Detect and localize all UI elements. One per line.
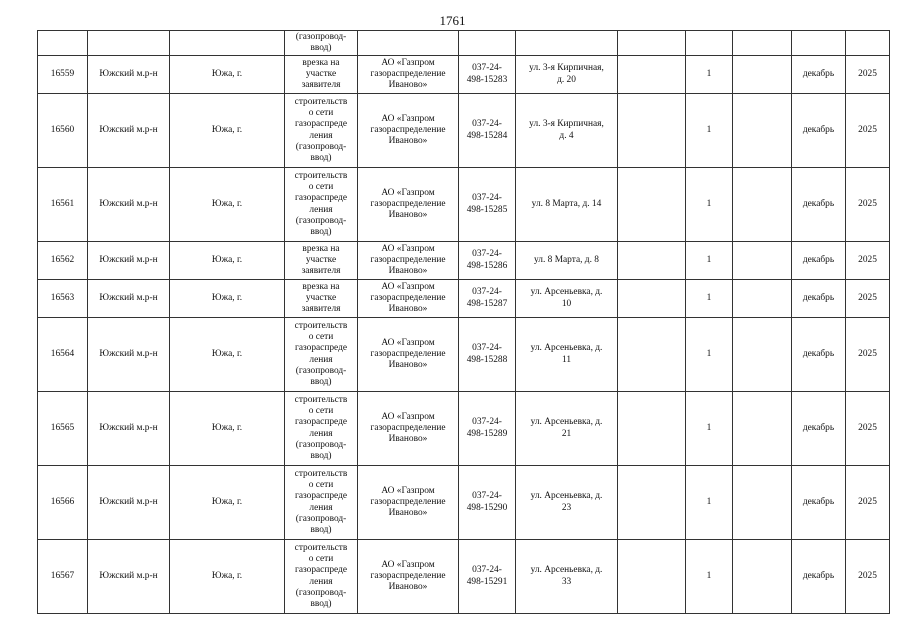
cell-code: 037-24- 498-15290 bbox=[459, 466, 516, 540]
cell-empty-a bbox=[618, 31, 686, 56]
cell-owner: АО «Газпром газораспределение Иваново» bbox=[358, 56, 459, 94]
cell-id: 16565 bbox=[38, 392, 88, 466]
cell-district: Южский м.р-н bbox=[88, 280, 170, 318]
cell-address: ул. 8 Марта, д. 14 bbox=[516, 168, 618, 242]
cell-code: 037-24- 498-15288 bbox=[459, 318, 516, 392]
cell-address: ул. Арсеньевка, д. 23 bbox=[516, 466, 618, 540]
cell-code: 037-24- 498-15291 bbox=[459, 540, 516, 614]
cell-id bbox=[38, 31, 88, 56]
cell-year bbox=[846, 31, 890, 56]
cell-owner bbox=[358, 31, 459, 56]
table-row bbox=[38, 540, 890, 614]
cell-empty-a bbox=[618, 280, 686, 318]
cell-owner: АО «Газпром газораспределение Иваново» bbox=[358, 94, 459, 168]
cell-code: 037-24- 498-15287 bbox=[459, 280, 516, 318]
cell-district: Южский м.р-н bbox=[88, 56, 170, 94]
cell-city: Южа, г. bbox=[170, 392, 285, 466]
cell-year: 2025 bbox=[846, 540, 890, 614]
cell-owner: АО «Газпром газораспределение Иваново» bbox=[358, 540, 459, 614]
cell-count bbox=[686, 31, 733, 56]
cell-city: Южа, г. bbox=[170, 168, 285, 242]
cell-address: ул. Арсеньевка, д. 33 bbox=[516, 540, 618, 614]
cell-count: 1 bbox=[686, 318, 733, 392]
cell-id: 16564 bbox=[38, 318, 88, 392]
cell-empty-b bbox=[733, 280, 792, 318]
cell-year: 2025 bbox=[846, 242, 890, 280]
cell-count: 1 bbox=[686, 540, 733, 614]
cell-count: 1 bbox=[686, 466, 733, 540]
cell-district: Южский м.р-н bbox=[88, 318, 170, 392]
table-row bbox=[38, 318, 890, 392]
cell-work-type: строительств о сети газораспреде ления (газопровод- ввод) bbox=[285, 168, 358, 242]
cell-address: ул. 3-я Кирпичная, д. 20 bbox=[516, 56, 618, 94]
cell-id: 16562 bbox=[38, 242, 88, 280]
table-row bbox=[38, 168, 890, 242]
cell-owner: АО «Газпром газораспределение Иваново» bbox=[358, 168, 459, 242]
cell-month: декабрь bbox=[792, 392, 846, 466]
cell-district: Южский м.р-н bbox=[88, 168, 170, 242]
cell-empty-a bbox=[618, 94, 686, 168]
cell-code: 037-24- 498-15283 bbox=[459, 56, 516, 94]
cell-district: Южский м.р-н bbox=[88, 242, 170, 280]
table-row bbox=[38, 466, 890, 540]
cell-empty-b bbox=[733, 466, 792, 540]
table-row bbox=[38, 242, 890, 280]
cell-month: декабрь bbox=[792, 242, 846, 280]
cell-owner: АО «Газпром газораспределение Иваново» bbox=[358, 318, 459, 392]
cell-count: 1 bbox=[686, 168, 733, 242]
cell-city bbox=[170, 31, 285, 56]
cell-owner: АО «Газпром газораспределение Иваново» bbox=[358, 242, 459, 280]
table-row bbox=[38, 94, 890, 168]
cell-year: 2025 bbox=[846, 56, 890, 94]
cell-address: ул. Арсеньевка, д. 21 bbox=[516, 392, 618, 466]
cell-id: 16567 bbox=[38, 540, 88, 614]
cell-empty-b bbox=[733, 168, 792, 242]
cell-empty-b bbox=[733, 318, 792, 392]
cell-month: декабрь bbox=[792, 56, 846, 94]
cell-id: 16563 bbox=[38, 280, 88, 318]
cell-work-type: строительств о сети газораспреде ления (газопровод- ввод) bbox=[285, 318, 358, 392]
cell-district: Южский м.р-н bbox=[88, 466, 170, 540]
cell-empty-b bbox=[733, 31, 792, 56]
cell-code: 037-24- 498-15289 bbox=[459, 392, 516, 466]
cell-count: 1 bbox=[686, 280, 733, 318]
cell-code: 037-24- 498-15285 bbox=[459, 168, 516, 242]
cell-address bbox=[516, 31, 618, 56]
cell-id: 16566 bbox=[38, 466, 88, 540]
cell-district bbox=[88, 31, 170, 56]
page-number: 1761 bbox=[439, 13, 466, 28]
cell-empty-a bbox=[618, 318, 686, 392]
cell-empty-b bbox=[733, 94, 792, 168]
cell-city: Южа, г. bbox=[170, 280, 285, 318]
cell-month: декабрь bbox=[792, 540, 846, 614]
table-body bbox=[38, 31, 890, 614]
cell-empty-a bbox=[618, 242, 686, 280]
cell-owner: АО «Газпром газораспределение Иваново» bbox=[358, 392, 459, 466]
cell-owner: АО «Газпром газораспределение Иваново» bbox=[358, 466, 459, 540]
cell-address: ул. 3-я Кирпичная, д. 4 bbox=[516, 94, 618, 168]
cell-work-type: врезка на участке заявителя bbox=[285, 242, 358, 280]
cell-district: Южский м.р-н bbox=[88, 94, 170, 168]
cell-count: 1 bbox=[686, 242, 733, 280]
cell-work-type: врезка на участке заявителя bbox=[285, 56, 358, 94]
cell-work-type: врезка на участке заявителя bbox=[285, 280, 358, 318]
cell-address: ул. 8 Марта, д. 8 bbox=[516, 242, 618, 280]
cell-city: Южа, г. bbox=[170, 318, 285, 392]
cell-month: декабрь bbox=[792, 168, 846, 242]
cell-month: декабрь bbox=[792, 466, 846, 540]
cell-year: 2025 bbox=[846, 392, 890, 466]
cell-month: декабрь bbox=[792, 318, 846, 392]
cell-month: декабрь bbox=[792, 94, 846, 168]
cell-year: 2025 bbox=[846, 466, 890, 540]
cell-year: 2025 bbox=[846, 318, 890, 392]
cell-empty-b bbox=[733, 392, 792, 466]
cell-city: Южа, г. bbox=[170, 56, 285, 94]
cell-empty-a bbox=[618, 392, 686, 466]
table-row bbox=[38, 392, 890, 466]
cell-id: 16561 bbox=[38, 168, 88, 242]
cell-work-type: (газопровод- ввод) bbox=[285, 31, 358, 56]
cell-district: Южский м.р-н bbox=[88, 540, 170, 614]
cell-owner: АО «Газпром газораспределение Иваново» bbox=[358, 280, 459, 318]
cell-work-type: строительств о сети газораспреде ления (газопровод- ввод) bbox=[285, 94, 358, 168]
cell-district: Южский м.р-н bbox=[88, 392, 170, 466]
cell-work-type: строительств о сети газораспреде ления (газопровод- ввод) bbox=[285, 466, 358, 540]
table-row bbox=[38, 280, 890, 318]
continuation-row bbox=[38, 31, 890, 56]
cell-empty-b bbox=[733, 242, 792, 280]
cell-year: 2025 bbox=[846, 94, 890, 168]
cell-month bbox=[792, 31, 846, 56]
cell-empty-a bbox=[618, 168, 686, 242]
cell-address: ул. Арсеньевка, д. 10 bbox=[516, 280, 618, 318]
cell-empty-a bbox=[618, 56, 686, 94]
cell-code bbox=[459, 31, 516, 56]
cell-id: 16559 bbox=[38, 56, 88, 94]
cell-city: Южа, г. bbox=[170, 242, 285, 280]
cell-work-type: строительств о сети газораспреде ления (газопровод- ввод) bbox=[285, 540, 358, 614]
cell-city: Южа, г. bbox=[170, 94, 285, 168]
cell-year: 2025 bbox=[846, 280, 890, 318]
cell-year: 2025 bbox=[846, 168, 890, 242]
cell-empty-b bbox=[733, 56, 792, 94]
cell-count: 1 bbox=[686, 56, 733, 94]
cell-address: ул. Арсеньевка, д. 11 bbox=[516, 318, 618, 392]
cell-city: Южа, г. bbox=[170, 540, 285, 614]
cell-month: декабрь bbox=[792, 280, 846, 318]
gas-connection-table bbox=[37, 30, 890, 614]
cell-code: 037-24- 498-15284 bbox=[459, 94, 516, 168]
table-row bbox=[38, 56, 890, 94]
cell-empty-a bbox=[618, 540, 686, 614]
cell-empty-a bbox=[618, 466, 686, 540]
cell-count: 1 bbox=[686, 94, 733, 168]
cell-empty-b bbox=[733, 540, 792, 614]
cell-id: 16560 bbox=[38, 94, 88, 168]
cell-code: 037-24- 498-15286 bbox=[459, 242, 516, 280]
cell-city: Южа, г. bbox=[170, 466, 285, 540]
cell-work-type: строительств о сети газораспреде ления (газопровод- ввод) bbox=[285, 392, 358, 466]
cell-count: 1 bbox=[686, 392, 733, 466]
